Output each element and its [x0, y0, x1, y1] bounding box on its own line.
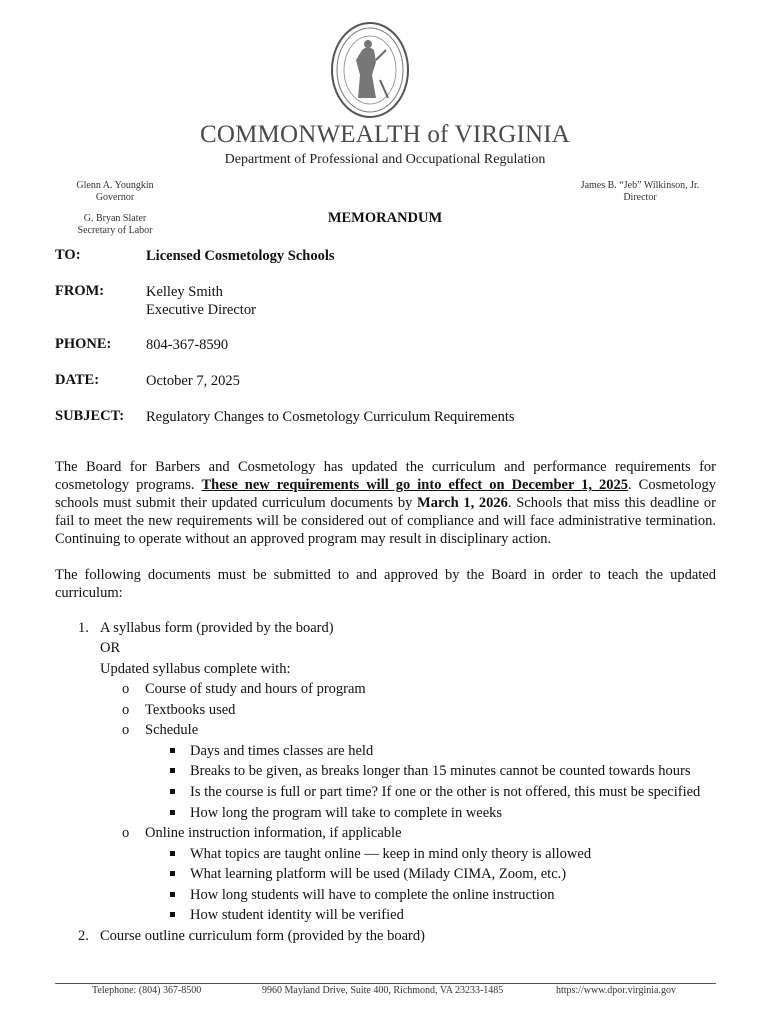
intro-paragraph [55, 458, 716, 548]
date-label: DATE: [55, 372, 100, 388]
virginia-seal-icon [330, 20, 410, 120]
square-bullet-icon [170, 871, 175, 876]
subject-label: SUBJECT: [55, 408, 125, 424]
director-block [560, 180, 720, 204]
list-online-identity: How student identity will be verified [190, 907, 404, 923]
footer-address: 9960 Mayland Drive, Suite 400, Richmond, VA 23233-1485 [262, 985, 504, 996]
to-label: TO: [55, 247, 81, 263]
phone-label: PHONE: [55, 336, 112, 352]
list-schedule-duration: How long the program will take to complete in weeks [190, 805, 503, 821]
list-number-2: 2. [78, 928, 89, 944]
deadline-date: March 1, 2026 [417, 495, 508, 511]
list-sub-textbooks: Textbooks used [145, 702, 236, 718]
circle-bullet: o [122, 702, 130, 718]
subject-value: Regulatory Changes to Cosmetology Curriculum Requirements [146, 409, 515, 425]
department-name: Department of Professional and Occupational Regulation [224, 152, 546, 167]
list-updated-syllabus: Updated syllabus complete with: [100, 661, 291, 677]
list-sub-online: Online instruction information, if applicable [145, 825, 402, 841]
list-item-syllabus-form: A syllabus form (provided by the board) [100, 620, 334, 636]
square-bullet-icon [170, 810, 175, 815]
list-sub-schedule: Schedule [145, 722, 199, 738]
square-bullet-icon [170, 892, 175, 897]
letterhead-title: COMMONWEALTH of VIRGINIA [199, 121, 571, 148]
list-online-platform: What learning platform will be used (Milady CIMA, Zoom, etc.) [190, 866, 567, 882]
circle-bullet: o [122, 825, 130, 841]
footer-divider [55, 983, 716, 984]
secretary-role: Secretary of Labor [77, 225, 153, 236]
to-value: Licensed Cosmetology Schools [146, 248, 335, 264]
circle-bullet: o [122, 722, 130, 738]
square-bullet-icon [170, 851, 175, 856]
list-schedule-full-part: Is the course is full or part time? If one or the other is not offered, this must be specified [190, 784, 701, 800]
list-number-1: 1. [78, 620, 89, 636]
secretary-name: G. Bryan Slater [83, 213, 147, 224]
director-role: Director [623, 192, 657, 203]
list-schedule-breaks: Breaks to be given, as breaks longer than 15 minutes cannot be counted towards hours [190, 763, 691, 779]
intro-text-a: The Board for Barbers and Cosmetology has updated the curriculum and performance requirements for cosmetology programs. [55, 459, 716, 493]
effective-date-emphasis: These new requirements will go into effect on December 1, 2025 [201, 477, 629, 493]
list-online-topics: What topics are taught online — keep in mind only theory is allowed [190, 846, 592, 862]
phone-value: 804-367-8590 [146, 337, 229, 353]
director-name: James B. “Jeb” Wilkinson, Jr. [580, 180, 700, 191]
governor-name: Glenn A. Youngkin [76, 180, 154, 191]
footer-telephone: Telephone: (804) 367-8500 [92, 985, 202, 996]
from-title: Executive Director [146, 302, 256, 318]
square-bullet-icon [170, 748, 175, 753]
list-online-time: How long students will have to complete the online instruction [190, 887, 555, 903]
requirements-paragraph: The following documents must be submitted to and approved by the Board in order to teach the updated curriculum: [55, 567, 716, 601]
governor-block [55, 180, 175, 204]
from-name: Kelley Smith [146, 284, 223, 300]
governor-role: Governor [95, 192, 135, 203]
date-value: October 7, 2025 [146, 373, 240, 389]
footer-website[interactable]: https://www.dpor.virginia.gov [556, 985, 676, 996]
list-schedule-days: Days and times classes are held [190, 743, 374, 759]
square-bullet-icon [170, 912, 175, 917]
intro-text-e: . Schools that miss this deadline or fail to meet the new requirements will be considered out of compliance and will face administrative termination. Continuing to operate without an approved program may result in disciplinary action. [55, 495, 716, 547]
square-bullet-icon [170, 789, 175, 794]
square-bullet-icon [170, 768, 175, 773]
from-value [146, 283, 256, 319]
list-or: OR [100, 640, 121, 656]
from-label: FROM: [55, 283, 105, 299]
intro-text-c: . Cosmetology schools must submit their updated curriculum documents by [55, 477, 716, 511]
list-item-course-outline: Course outline curriculum form (provided by the board) [100, 928, 425, 944]
circle-bullet: o [122, 681, 130, 697]
memorandum-heading: MEMORANDUM [327, 210, 443, 226]
list-sub-course-of-study: Course of study and hours of program [145, 681, 366, 697]
